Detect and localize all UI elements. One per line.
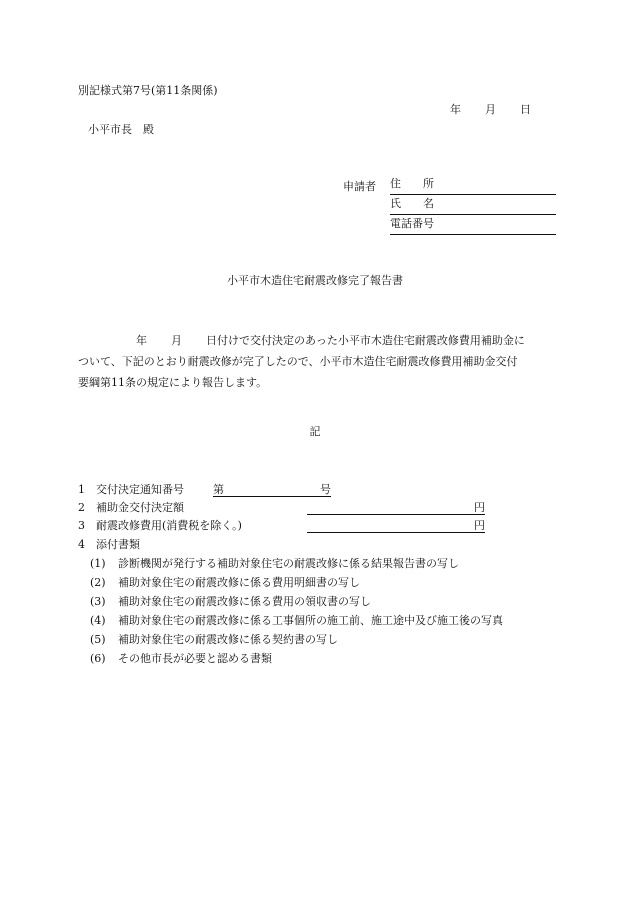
- document-title: 小平市木造住宅耐震改修完了報告書: [227, 274, 403, 287]
- applicant-phone-field[interactable]: [390, 218, 556, 235]
- body-month: 月: [171, 334, 182, 347]
- body-year: 年: [136, 334, 147, 347]
- attachment-item: (3) 補助対象住宅の耐震改修に係る費用の領収書の写し: [90, 595, 371, 608]
- item-grant-amount: 2 補助金交付決定額: [78, 501, 184, 514]
- date-day: 日: [520, 103, 531, 116]
- body-paragraph: [78, 330, 558, 393]
- addressee: 小平市長 殿: [88, 123, 154, 136]
- applicant-address-label: 住 所: [390, 177, 434, 190]
- body-line2: ついて、下記のとおり耐震改修が完了したので、小平市木造住宅耐震改修費用補助金交付: [78, 355, 518, 368]
- date-year: 年: [450, 103, 461, 116]
- attachment-item: (2) 補助対象住宅の耐震改修に係る費用明細書の写し: [90, 576, 360, 589]
- item-notice-number: 1 交付決定通知番号: [78, 483, 184, 496]
- date-line: [450, 104, 531, 115]
- applicant-name-label: 氏 名: [390, 197, 434, 210]
- item-retrofit-cost: 3 耐震改修費用(消費税を除く。): [78, 519, 242, 532]
- body-line3: 要綱第11条の規定により報告します。: [78, 376, 268, 389]
- notice-number-prefix: 第: [213, 483, 224, 496]
- notice-number-suffix: 号: [320, 483, 331, 496]
- grant-amount-unit: 円: [474, 501, 485, 514]
- notice-number-field[interactable]: [213, 482, 331, 497]
- retrofit-cost-unit: 円: [474, 519, 485, 532]
- form-label: 別記様式第7号(第11条関係): [78, 84, 218, 97]
- applicant-address-field[interactable]: [390, 178, 556, 195]
- attachment-item: (4) 補助対象住宅の耐震改修に係る工事個所の施工前、施工途中及び施工後の写真: [90, 614, 503, 627]
- retrofit-cost-field[interactable]: [307, 518, 485, 533]
- attachment-item: (1) 診断機関が発行する補助対象住宅の耐震改修に係る結果報告書の写し: [90, 557, 459, 570]
- item-attachments: 4 添付書類: [78, 538, 140, 551]
- ki-heading: 記: [309, 425, 321, 438]
- attachment-item: (5) 補助対象住宅の耐震改修に係る契約書の写し: [90, 633, 338, 646]
- applicant-phone-label: 電話番号: [390, 217, 434, 230]
- grant-amount-field[interactable]: [307, 500, 485, 515]
- date-month: 月: [485, 103, 496, 116]
- applicant-label: 申請者: [343, 180, 376, 193]
- attachment-item: (6) その他市長が必要と認める書類: [90, 652, 272, 665]
- body-line1: 日付けで交付決定のあった小平市木造住宅耐震改修費用補助金に: [206, 334, 525, 347]
- applicant-name-field[interactable]: [390, 198, 556, 215]
